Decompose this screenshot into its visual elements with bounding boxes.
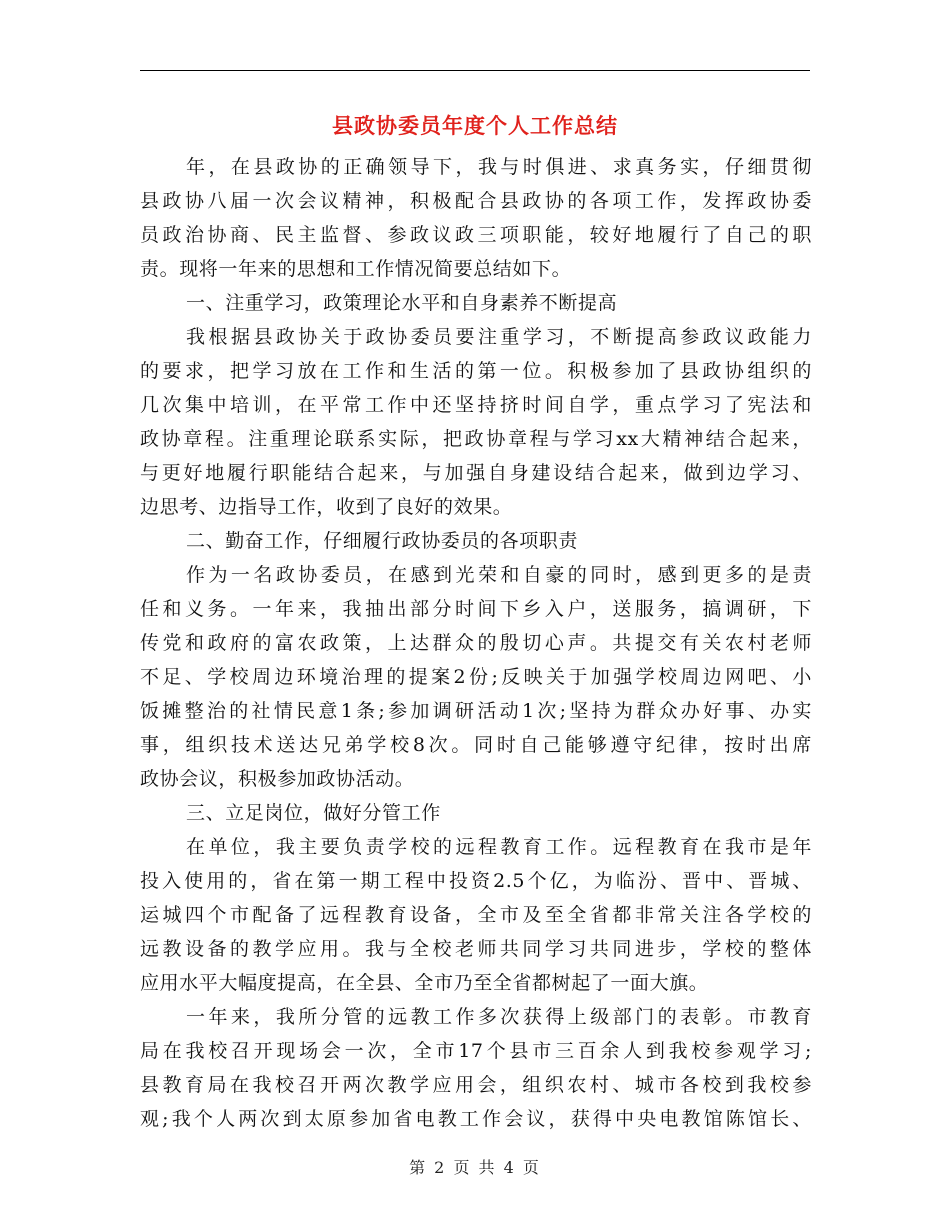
body-line: 政协会议，积极参加政协活动。: [140, 768, 415, 790]
body-line: 任和义务。一年来，我抽出部分时间下乡入户，送服务，搞调研，下: [140, 598, 812, 620]
body-line: 作为一名政协委员，在感到光荣和自豪的同时，感到更多的是责: [186, 564, 812, 586]
body-line: 不足、学校周边环境治理的提案2份;反映关于加强学校周边网吧、小: [140, 666, 812, 688]
document-body: [140, 150, 812, 1136]
body-line: 的要求，把学习放在工作和生活的第一位。积极参加了县政协组织的: [140, 360, 812, 382]
body-line: 责。现将一年来的思想和工作情况简要总结如下。: [140, 258, 572, 280]
body-line: 观;我个人两次到太原参加省电教工作会议，获得中央电教馆陈馆长、: [140, 1108, 812, 1130]
body-line: 饭摊整治的社情民意1条;参加调研活动1次;坚持为群众办好事、办实: [140, 700, 812, 722]
body-line: 边思考、边指导工作，收到了良好的效果。: [140, 496, 513, 518]
body-line: 事，组织技术送达兄弟学校8次。同时自己能够遵守纪律，按时出席: [140, 734, 812, 756]
document-title: 县政协委员年度个人工作总结: [332, 114, 618, 138]
body-line: 几次集中培训，在平常工作中还坚持挤时间自学，重点学习了宪法和: [140, 394, 812, 416]
body-line: 我根据县政协关于政协委员要注重学习，不断提高参政议政能力: [186, 326, 812, 348]
body-line: 员政治协商、民主监督、参政议政三项职能，较好地履行了自己的职: [140, 224, 812, 246]
body-line: 一年来，我所分管的远教工作多次获得上级部门的表彰。市教育: [186, 1006, 812, 1028]
body-line: 一、注重学习，政策理论水平和自身素养不断提高: [186, 292, 618, 314]
body-line: 在单位，我主要负责学校的远程教育工作。远程教育在我市是年: [186, 836, 812, 858]
body-line: 应用水平大幅度提高，在全县、全市乃至全省都树起了一面大旗。: [140, 972, 709, 994]
body-line: 政协章程。注重理论联系实际，把政协章程与学习xx大精神结合起来，: [140, 428, 812, 450]
body-line: 县政协八届一次会议精神，积极配合县政协的各项工作，发挥政协委: [140, 190, 812, 212]
body-line: 与更好地履行职能结合起来，与加强自身建设结合起来，做到边学习、: [140, 462, 812, 484]
body-line: 局在我校召开现场会一次，全市17个县市三百余人到我校参观学习;: [140, 1040, 812, 1062]
body-line: 年，在县政协的正确领导下，我与时俱进、求真务实，仔细贯彻: [186, 156, 812, 178]
body-line: 投入使用的，省在第一期工程中投资2.5个亿，为临汾、晋中、晋城、: [140, 870, 812, 892]
body-line: 传党和政府的富农政策，上达群众的殷切心声。共提交有关农村老师: [140, 632, 812, 654]
page-number-footer: 第 2 页 共 4 页: [409, 1158, 541, 1177]
body-line: 远教设备的教学应用。我与全校老师共同学习共同进步，学校的整体: [140, 938, 812, 960]
body-line: 运城四个市配备了远程教育设备，全市及至全省都非常关注各学校的: [140, 904, 812, 926]
body-line: 三、立足岗位，做好分管工作: [186, 802, 441, 824]
body-line: 二、勤奋工作，仔细履行政协委员的各项职责: [186, 530, 579, 552]
header-rule: [140, 70, 810, 71]
body-line: 县教育局在我校召开两次教学应用会，组织农村、城市各校到我校参: [140, 1074, 812, 1096]
